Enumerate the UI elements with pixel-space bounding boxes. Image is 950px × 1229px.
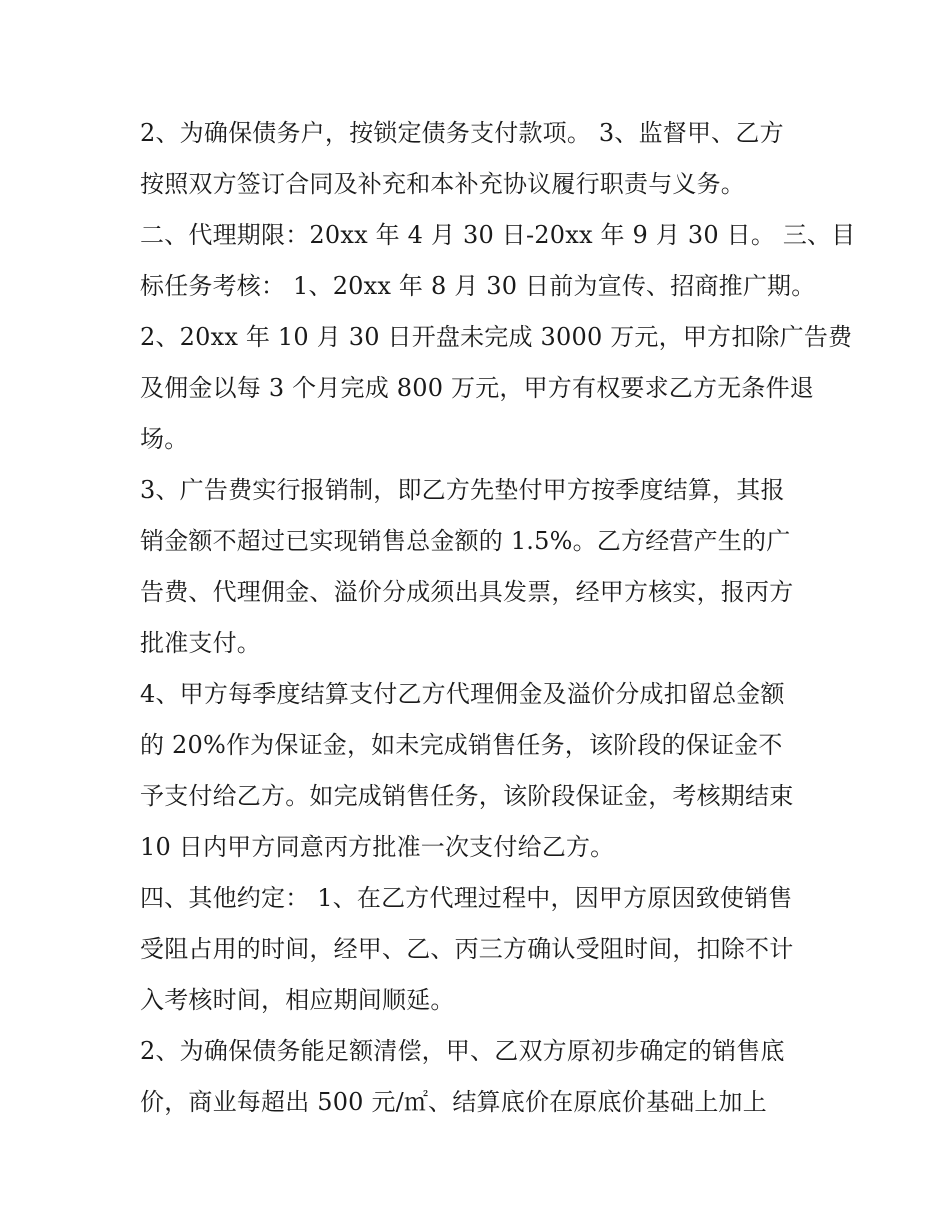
text-line: 价，商业每超出 500 元/㎡、结算底价在原底价基础上加上 [140, 1088, 767, 1116]
text-line: 2、为确保债务能足额清偿，甲、乙双方原初步确定的销售底 [140, 1037, 785, 1065]
text-line: 及佣金以每 3 个月完成 800 万元，甲方有权要求乙方无条件退 [140, 374, 814, 402]
text-line: 批准支付。 [140, 629, 261, 657]
text-line: 标任务考核： 1、20xx 年 8 月 30 日前为宣传、招商推广期。 [140, 272, 816, 300]
text-line: 4、甲方每季度结算支付乙方代理佣金及溢价分成扣留总金额 [140, 680, 785, 708]
text-line: 场。 [140, 425, 189, 453]
text-line: 入考核时间，相应期间顺延。 [140, 986, 455, 1014]
text-line: 予支付给乙方。如完成销售任务，该阶段保证金，考核期结束 [140, 782, 794, 810]
text-line: 销金额不超过已实现销售总金额的 1.5%。乙方经营产生的广 [140, 527, 791, 555]
text-line: 受阻占用的时间，经甲、乙、丙三方确认受阻时间，扣除不计 [140, 935, 794, 963]
text-line: 按照双方签订合同及补充和本补充协议履行职责与义务。 [140, 170, 745, 198]
text-line: 2、为确保债务户，按锁定债务支付款项。 3、监督甲、乙方 [140, 119, 784, 147]
text-line: 3、广告费实行报销制，即乙方先垫付甲方按季度结算，其报 [140, 476, 785, 504]
text-line: 2、20xx 年 10 月 30 日开盘未完成 3000 万元，甲方扣除广告费 [140, 323, 853, 351]
text-line: 告费、代理佣金、溢价分成须出具发票，经甲方核实，报丙方 [140, 578, 794, 606]
text-line: 10 日内甲方同意丙方批准一次支付给乙方。 [140, 833, 615, 861]
text-line: 四、其他约定： 1、在乙方代理过程中，因甲方原因致使销售 [140, 884, 793, 912]
document-body [140, 108, 856, 1128]
text-line: 的 20%作为保证金，如未完成销售任务，该阶段的保证金不 [140, 731, 783, 759]
text-line: 二、代理期限：20xx 年 4 月 30 日-20xx 年 9 月 30 日。 三、目 [140, 221, 856, 249]
